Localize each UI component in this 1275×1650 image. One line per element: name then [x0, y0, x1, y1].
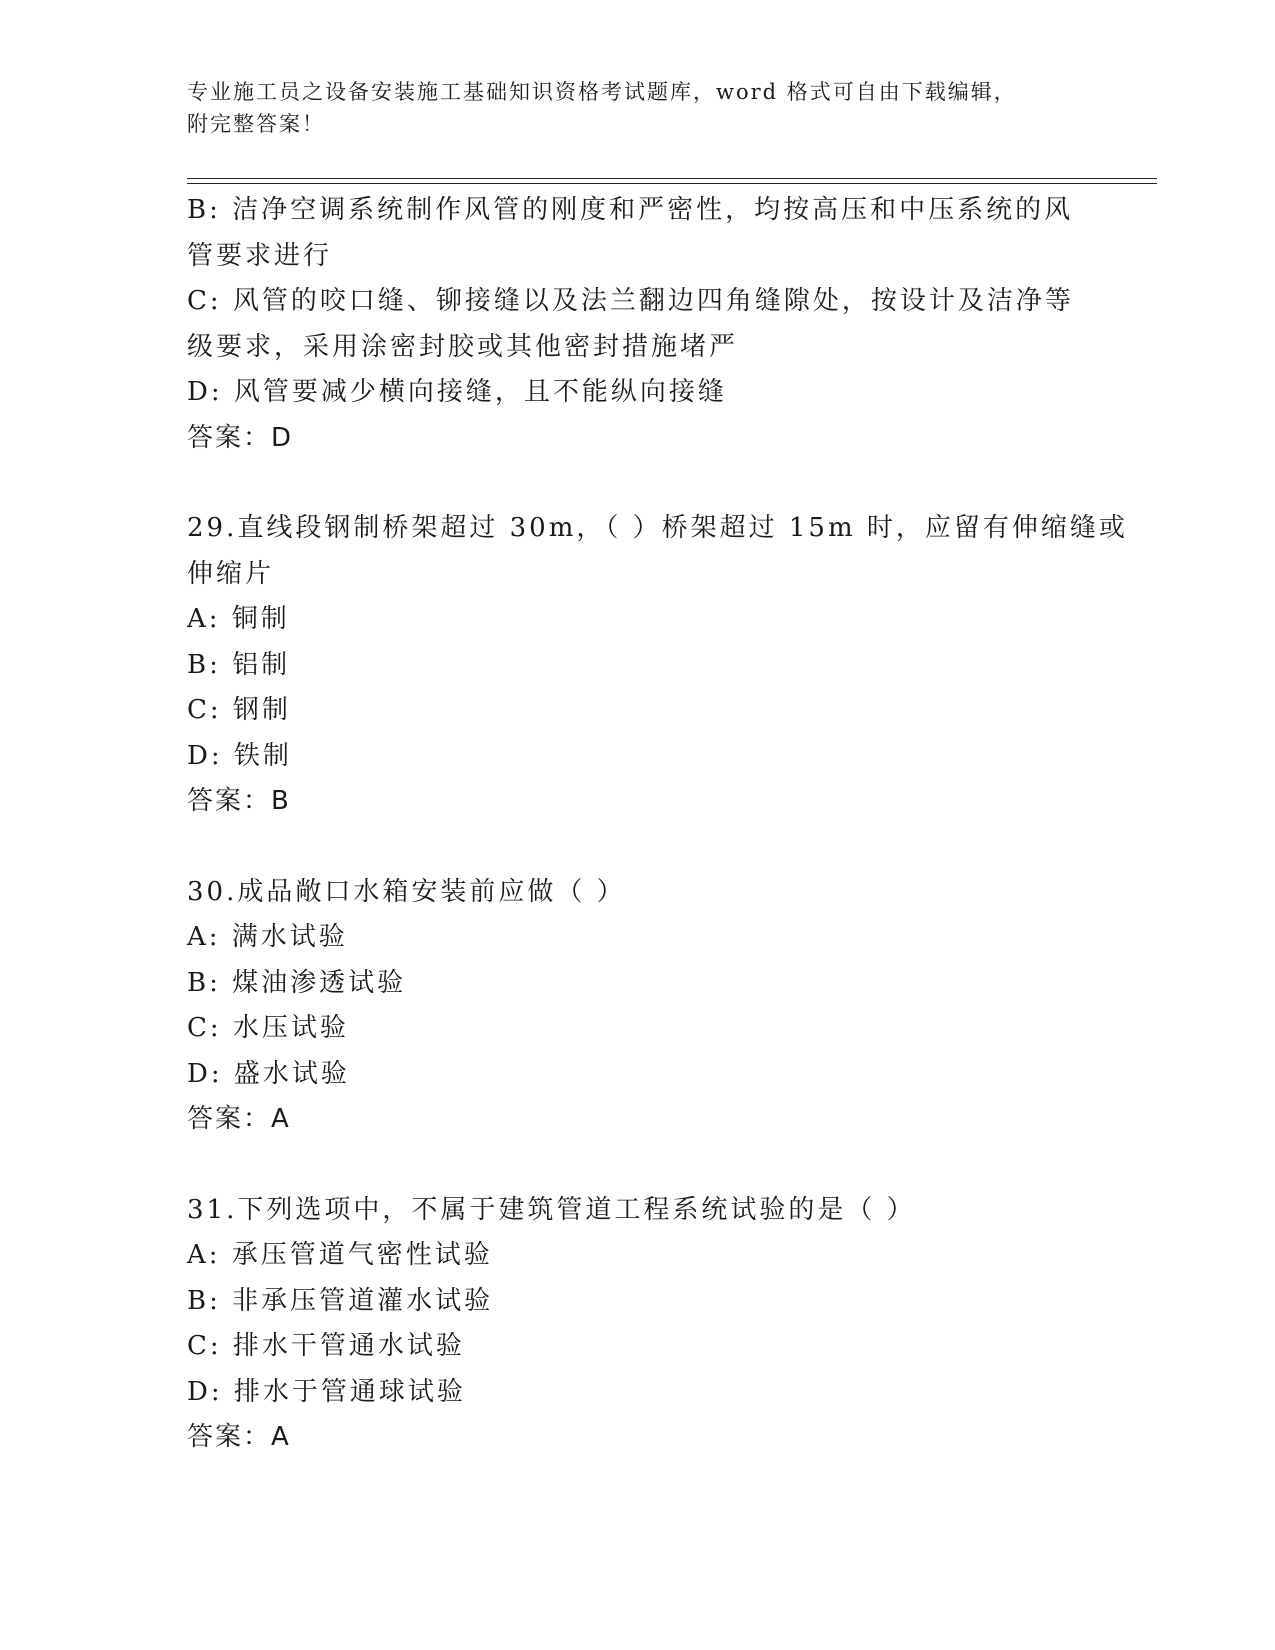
- answer-line: 答案：D: [187, 422, 294, 453]
- option-a: A: 承压管道气密性试验: [187, 1240, 493, 1270]
- option-d: D: 铁制: [187, 740, 292, 771]
- answer-line: 答案：A: [187, 1104, 291, 1134]
- option-b: B: 非承压管道灌水试验: [187, 1285, 494, 1316]
- question-31: [187, 1188, 1087, 1461]
- option-c: C: 水压试验: [187, 1013, 349, 1043]
- option-text: D: 风管要减少横向接缝，且不能纵向接缝: [187, 377, 727, 407]
- question-stem: 31.下列选项中，不属于建筑管道工程系统试验的是（ ）: [187, 1194, 916, 1225]
- question-stem: 伸缩片: [187, 558, 275, 589]
- option-c: C: 排水干管通水试验: [187, 1331, 465, 1361]
- header-divider: [187, 178, 1157, 179]
- option-d: D: 盛水试验: [187, 1058, 350, 1089]
- question-stem: 30.成品敞口水箱安装前应做（ ）: [187, 876, 626, 907]
- option-c: C: 钢制: [187, 695, 291, 725]
- option-text: 级要求，采用涂密封胶或其他密封措施堵严: [187, 331, 739, 362]
- option-d: D: 排水于管通球试验: [187, 1376, 466, 1407]
- question-28-continued: [187, 188, 1087, 461]
- option-text: B: 洁净空调系统制作风管的刚度和严密性，均按高压和中压系统的风: [187, 195, 1074, 225]
- answer-line: 答案：A: [187, 1422, 291, 1452]
- option-a: A: 铜制: [187, 604, 290, 634]
- question-stem: 29.直线段钢制桥架超过 30m，（ ）桥架超过 15m 时，应留有伸缩缝或: [187, 513, 1128, 543]
- answer-line: 答案：B: [187, 786, 291, 816]
- option-b: B: 煤油渗透试验: [187, 967, 407, 998]
- header-line: 附完整答案！: [187, 112, 325, 136]
- option-b: B: 铝制: [187, 649, 291, 680]
- option-text: 管要求进行: [187, 240, 333, 271]
- option-text: C: 风管的咬口缝、铆接缝以及法兰翻边四角缝隙处，按设计及洁净等: [187, 286, 1074, 316]
- question-29: [187, 506, 1128, 825]
- header-divider: [187, 183, 1157, 184]
- question-30: [187, 870, 1087, 1143]
- document-header: [187, 76, 1087, 140]
- document-body: [187, 188, 1128, 1461]
- header-line: 专业施工员之设备安装施工基础知识资格考试题库，word 格式可自由下载编辑，: [187, 80, 1017, 104]
- option-a: A: 满水试验: [187, 922, 348, 952]
